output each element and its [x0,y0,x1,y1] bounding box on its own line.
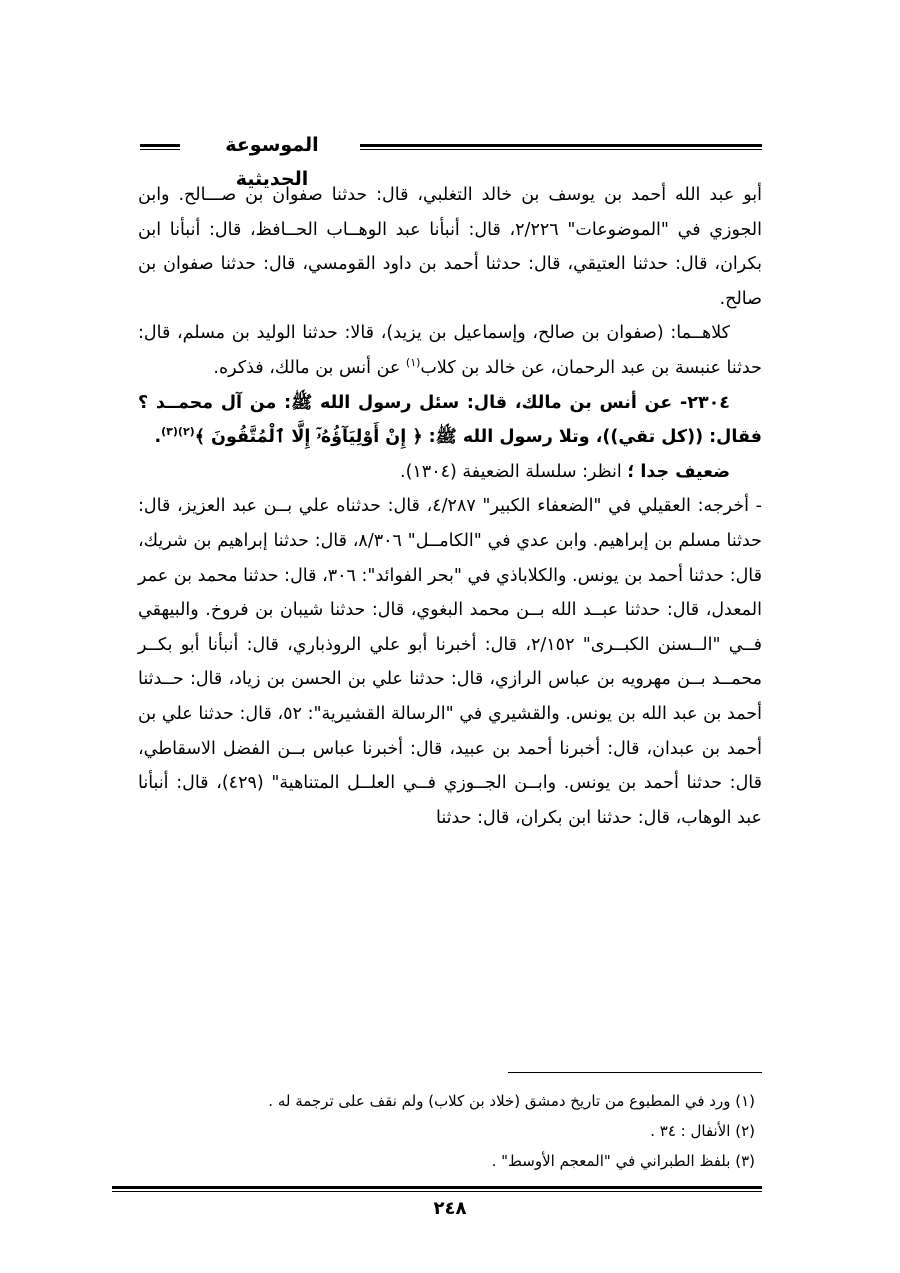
hadith-end: . [154,427,162,448]
footnote-1: (١) ورد في المطبوع من تاريخ دمشق (خلاد بن كلاب) ولم نقف على ترجمة له . [268,1092,755,1110]
grade-text: انظر: سلسلة الضعيفة (١٣٠٤). [400,461,628,482]
page-number: ٢٤٨ [433,1198,467,1219]
header-rule-left [140,144,180,150]
footnotes [145,1086,755,1176]
footnote-separator [508,1072,762,1073]
hadith-text [138,386,762,455]
running-header [140,128,762,190]
paragraph-2 [138,316,762,385]
footnote-ref-1: (١) [405,356,421,370]
header-title: الموسوعة الحديثية [225,134,319,190]
grade-label: ضعيف جدا ؛ [627,461,730,482]
paragraph-2-text-b: عن أنس بن مالك، فذكره. [213,357,406,378]
footer-rule [112,1186,762,1192]
main-text [138,178,762,835]
hadith-body: ٢٣٠٤- عن أنس بن مالك، قال: سئل رسول الله ﷺ: من آل محمــد ؟ فقال: ((كل تقي))، وتلا رسول الله ﷺ: ﴿ إِنْ أَوْلِيَآؤُهُۥٓ إِلَّا ٱلْمُتَّقُونَ ﴾ [138,392,762,448]
grade-line [138,455,762,490]
footnote-ref-2-3: (٢)(٣) [161,425,195,439]
paragraph-2-text-a: كلاهــما: (صفوان بن صالح، وإسماعيل بن يزيد)، قالا: حدثنا الوليد بن مسلم، قال: حدثنا عنبسة بن عبد الرحمان، عن خالد بن كلاب [138,323,762,378]
paragraph-3: - أخرجه: العقيلي في "الضعفاء الكبير" ٤/٢٨٧، قال: حدثناه علي بــن عبد العزيز، قال: حدثنا مسلم بن إبراهيم. وابن عدي في "الكامــل" ٨/٣٠٦، قال: حدثنا إبراهيم بن شريك، قال: حدثنا أحمد بن يونس. والكلاباذي في "بحر الفوائد": ٣٠٦، قال: حدثنا محمد بن عمر المعدل، قال: حدثنا عبــد الله بــن محمد البغوي، قال: حدثنا شيبان بن فروخ. والبيهقي فــي "الــسنن الكبــرى" ٢/١٥٢، قال: أخبرنا أبو علي الروذباري، قال: أنبأنا أبو بكــر محمــد بــن مهرويه بن عباس الرازي، قال: حدثنا علي بن الحسن بن زياد، قال: حــدثنا أحمد بن عبد الله بن يونس. والقشيري في "الرسالة القشيرية": ٥٢، قال: حدثنا علي بن أحمد بن عبدان، قال: أخبرنا أحمد بن عبيد، قال: أخبرنا عباس بــن الفضل الاسقاطي، قال: حدثنا أحمد بن يونس. وابــن الجــوزي فــي العلــل المتناهية" (٤٢٩)، قال: أنبأنا عبد الوهاب، قال: حدثنا ابن بكران، قال: حدثنا [138,496,763,828]
footnote-3: (٣) بلفظ الطبراني في "المعجم الأوسط" . [491,1152,755,1170]
paragraph-1: أبو عبد الله أحمد بن يوسف بن خالد التغلبي، قال: حدثنا صفوان بن صـــالح. وابن الجوزي في "الموضوعات" ٢/٢٢٦، قال: أنبأنا عبد الوهــاب الحــافظ، قال: أنبأنا ابن بكران، قال: حدثنا العتيقي، قال: حدثنا أحمد بن داود القومسي، قال: حدثنا صفوان بن صالح. [138,185,762,309]
header-rule-right [360,144,762,150]
footnote-2: (٢) الأنفال : ٣٤ . [650,1122,755,1140]
